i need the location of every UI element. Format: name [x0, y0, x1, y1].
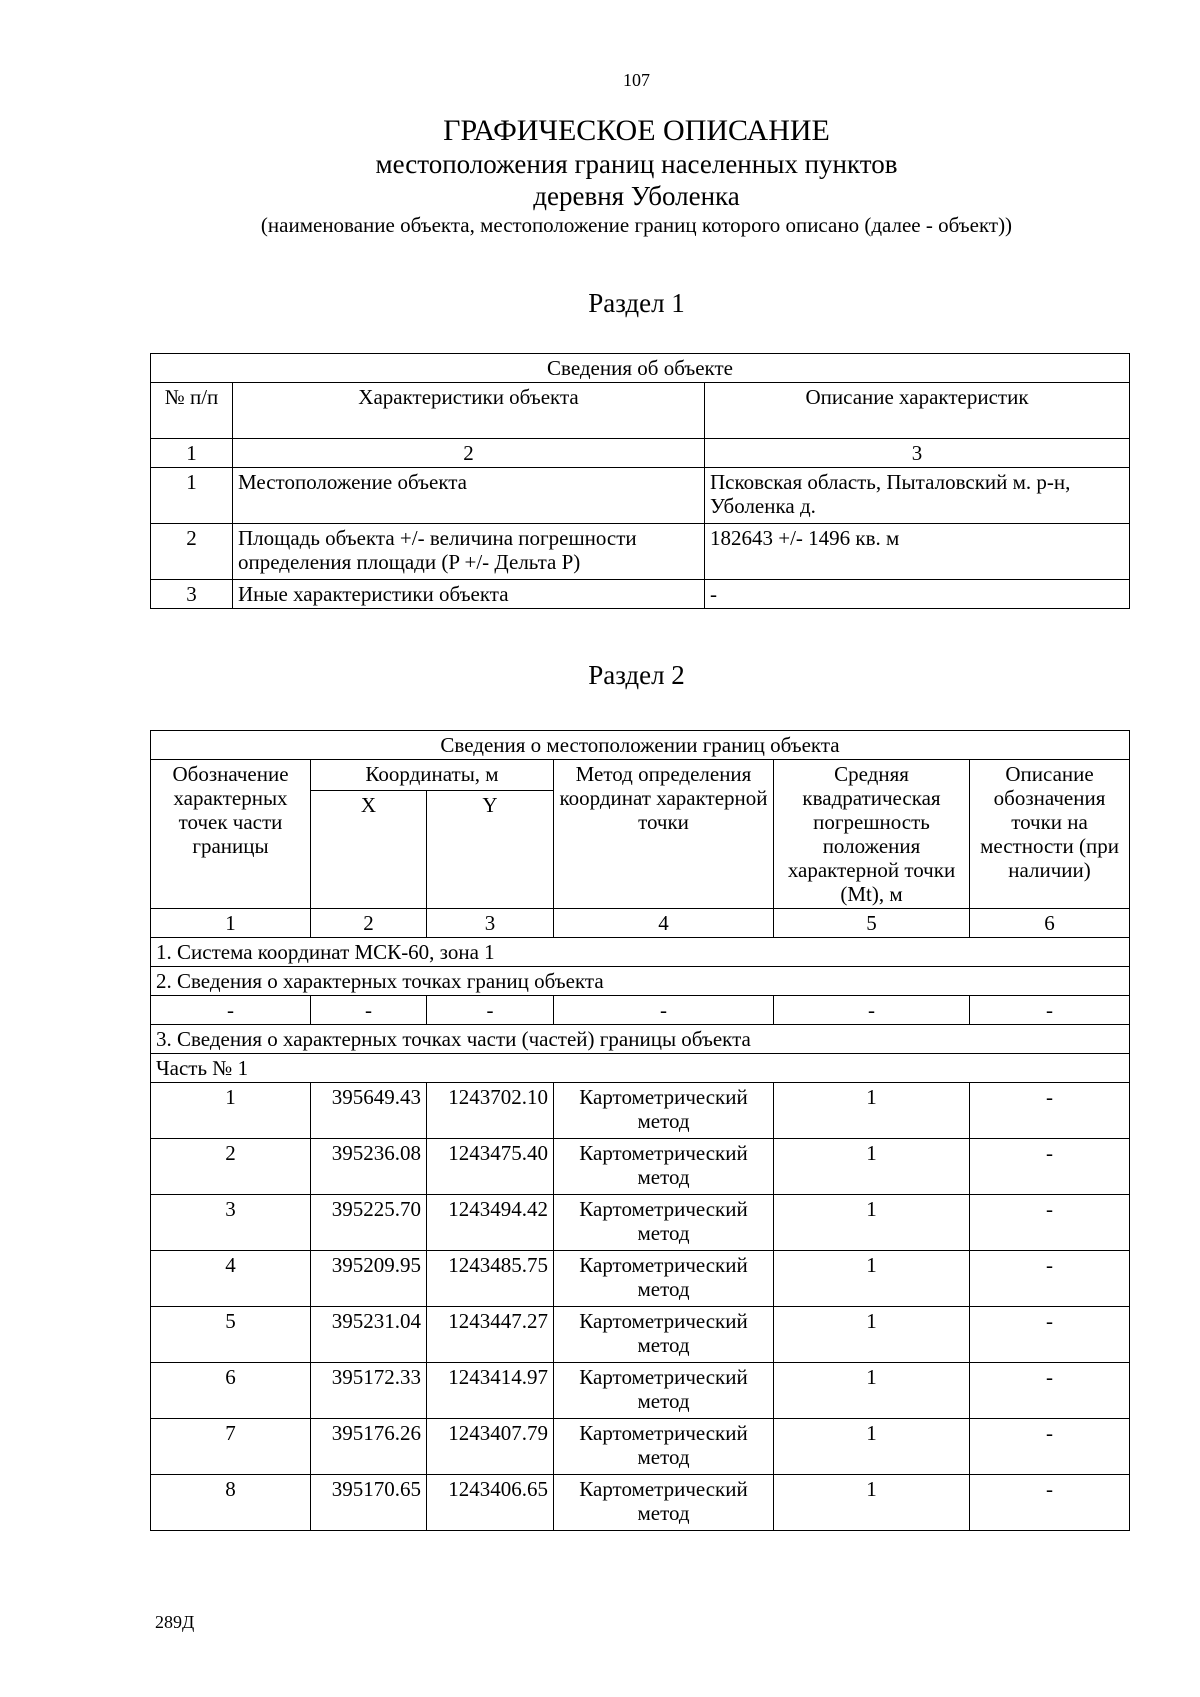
row-characteristic: Площадь объекта +/- величина погрешности определения площади (P +/- Дельта P) [233, 524, 705, 580]
boundary-points-table [150, 730, 1130, 1531]
point-y: 1243414.97 [427, 1363, 554, 1419]
column-number: 2 [311, 909, 427, 938]
header-error: Средняя квадратическая погрешность положения характерной точки (Mt), м [774, 760, 970, 909]
part-points-title: 3. Сведения о характерных точках части (частей) границы объекта [151, 1025, 1130, 1054]
footer-code: 289Д [155, 1612, 195, 1632]
point-method: Картометрический метод [554, 1475, 774, 1531]
point-method: Картометрический метод [554, 1083, 774, 1139]
table-row [151, 1475, 1130, 1531]
part-label: Часть № 1 [151, 1054, 1130, 1083]
point-error: 1 [774, 1139, 970, 1195]
column-number: 1 [151, 909, 311, 938]
point-y: 1243702.10 [427, 1083, 554, 1139]
point-error: 1 [774, 1475, 970, 1531]
point-method: Картометрический метод [554, 1139, 774, 1195]
header-method: Метод определения координат характерной точки [554, 760, 774, 909]
point-description: - [970, 1195, 1130, 1251]
point-description: - [970, 1363, 1130, 1419]
table-caption: Сведения об объекте [151, 354, 1130, 383]
point-id: 2 [151, 1139, 311, 1195]
table-row [151, 1251, 1130, 1307]
point-y: 1243494.42 [427, 1195, 554, 1251]
row-number: 3 [151, 580, 233, 609]
header-point-description: Описание обозначения точки на местности (при наличии) [970, 760, 1130, 909]
column-number: 5 [774, 909, 970, 938]
point-id: 1 [151, 1083, 311, 1139]
row-description: 182643 +/- 1496 кв. м [705, 524, 1130, 580]
point-y: 1243447.27 [427, 1307, 554, 1363]
point-id: 3 [151, 1195, 311, 1251]
column-number: 1 [151, 439, 233, 468]
table-row [151, 580, 1130, 609]
point-error: 1 [774, 1363, 970, 1419]
point-error: 1 [774, 1419, 970, 1475]
document-header [0, 114, 1200, 238]
header-y: Y [427, 791, 554, 909]
point-description: - [970, 1251, 1130, 1307]
row-number: 2 [151, 524, 233, 580]
header-designation: Обозначение характерных точек части границы [151, 760, 311, 909]
point-error: 1 [774, 1251, 970, 1307]
coordinate-system: 1. Система координат МСК-60, зона 1 [151, 938, 1130, 967]
header-coordinates: Координаты, м [311, 760, 554, 791]
boundary-points-title: 2. Сведения о характерных точках границ объекта [151, 967, 1130, 996]
point-method: Картометрический метод [554, 1195, 774, 1251]
point-x: 395225.70 [311, 1195, 427, 1251]
empty-cell: - [151, 996, 311, 1025]
point-x: 395170.65 [311, 1475, 427, 1531]
table-row [151, 996, 1130, 1025]
document-title: ГРАФИЧЕСКОЕ ОПИСАНИЕ [443, 114, 830, 147]
point-x: 395231.04 [311, 1307, 427, 1363]
header-number: № п/п [151, 383, 233, 439]
point-method: Картометрический метод [554, 1307, 774, 1363]
table-row [151, 1083, 1130, 1139]
table-row [151, 1195, 1130, 1251]
empty-cell: - [774, 996, 970, 1025]
section1-heading: Раздел 1 [588, 288, 685, 318]
row-characteristic: Местоположение объекта [233, 468, 705, 524]
page-number: 107 [623, 70, 650, 90]
table-row [151, 468, 1130, 524]
row-number: 1 [151, 468, 233, 524]
table-row [151, 1363, 1130, 1419]
document-subtitle: местоположения границ населенных пунктов [375, 149, 898, 179]
point-method: Картометрический метод [554, 1251, 774, 1307]
point-description: - [970, 1307, 1130, 1363]
point-id: 7 [151, 1419, 311, 1475]
table-row [151, 524, 1130, 580]
header-x: X [311, 791, 427, 909]
point-y: 1243406.65 [427, 1475, 554, 1531]
row-description: - [705, 580, 1130, 609]
point-id: 4 [151, 1251, 311, 1307]
column-number: 3 [705, 439, 1130, 468]
point-error: 1 [774, 1195, 970, 1251]
table-row [151, 1139, 1130, 1195]
empty-cell: - [970, 996, 1130, 1025]
header-characteristic: Характеристики объекта [233, 383, 705, 439]
column-number: 3 [427, 909, 554, 938]
empty-cell: - [554, 996, 774, 1025]
object-info-table [150, 353, 1130, 609]
point-description: - [970, 1083, 1130, 1139]
point-y: 1243407.79 [427, 1419, 554, 1475]
point-error: 1 [774, 1083, 970, 1139]
row-characteristic: Иные характеристики объекта [233, 580, 705, 609]
point-x: 395236.08 [311, 1139, 427, 1195]
point-id: 5 [151, 1307, 311, 1363]
point-description: - [970, 1475, 1130, 1531]
point-x: 395209.95 [311, 1251, 427, 1307]
point-x: 395649.43 [311, 1083, 427, 1139]
point-x: 395172.33 [311, 1363, 427, 1419]
point-description: - [970, 1139, 1130, 1195]
point-id: 6 [151, 1363, 311, 1419]
point-error: 1 [774, 1307, 970, 1363]
row-description: Псковская область, Пыталовский м. р-н, Уболенка д. [705, 468, 1130, 524]
object-name: деревня Уболенка [533, 181, 740, 211]
column-number: 6 [970, 909, 1130, 938]
table-caption: Сведения о местоположении границ объекта [151, 731, 1130, 760]
column-number: 2 [233, 439, 705, 468]
object-name-note: (наименование объекта, местоположение границ которого описано (далее - объект)) [260, 213, 1013, 237]
point-description: - [970, 1419, 1130, 1475]
point-method: Картометрический метод [554, 1419, 774, 1475]
empty-cell: - [427, 996, 554, 1025]
point-y: 1243475.40 [427, 1139, 554, 1195]
section2-heading: Раздел 2 [588, 660, 685, 690]
point-method: Картометрический метод [554, 1363, 774, 1419]
empty-cell: - [311, 996, 427, 1025]
point-id: 8 [151, 1475, 311, 1531]
header-description: Описание характеристик [705, 383, 1130, 439]
point-x: 395176.26 [311, 1419, 427, 1475]
point-y: 1243485.75 [427, 1251, 554, 1307]
table-row [151, 1419, 1130, 1475]
column-number: 4 [554, 909, 774, 938]
table-row [151, 1307, 1130, 1363]
